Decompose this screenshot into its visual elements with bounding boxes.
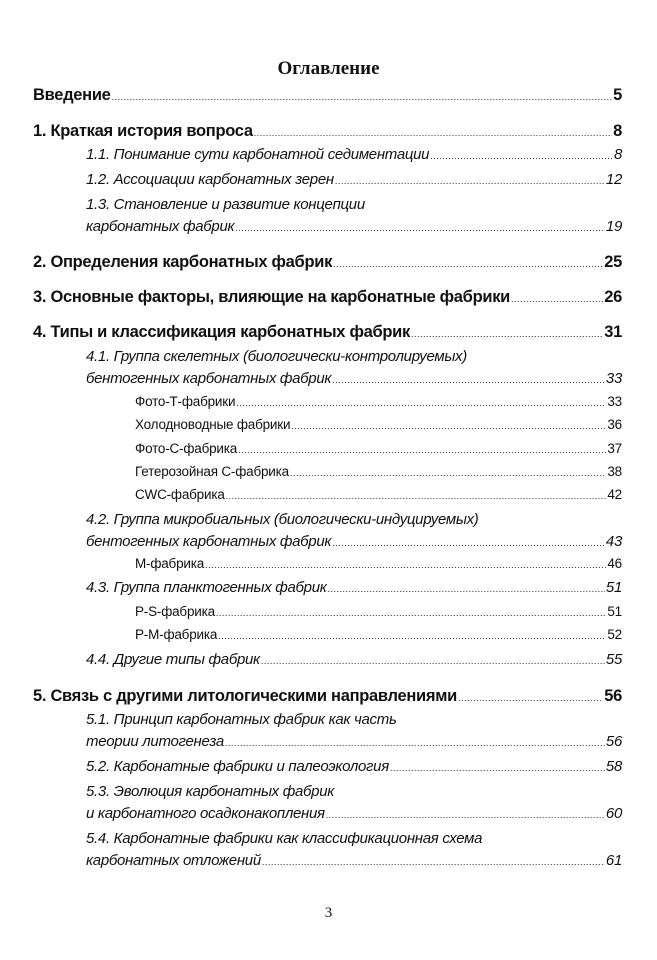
dot-leader [112,84,613,108]
dot-leader [225,731,605,754]
toc-page-number: 52 [607,627,622,642]
toc-entry-title: и карбонатного осадконакопления [86,805,325,822]
toc-page-number: 31 [604,323,622,341]
toc-entry-title-line: 4.1. Группа скелетных (биологически-контролируемых) [86,348,467,365]
toc-entry[interactable] [135,553,622,576]
toc-entry[interactable] [86,577,622,600]
toc-entry[interactable] [135,438,622,461]
toc-entry[interactable] [33,685,622,709]
toc-entry-title: теории литогенеза [86,733,224,750]
dot-leader [254,120,612,144]
toc-entry-title: 5. Связь с другими литологическими направлениями [33,687,457,705]
dot-leader [238,438,606,461]
toc-entry-title: 3. Основные факторы, влияющие на карбонатные фабрики [33,288,510,306]
toc-entry[interactable] [33,251,622,275]
toc-page-number: 37 [607,441,622,456]
toc-entry[interactable] [135,414,622,437]
toc-entry-title: бентогенных карбонатных фабрик [86,533,332,550]
toc-entry-title: 2. Определения карбонатных фабрик [33,253,333,271]
toc-entry-title: 1. Краткая история вопроса [33,122,253,140]
toc-page-number: 58 [605,758,622,775]
toc-entry-title: P-M-фабрика [135,627,218,642]
toc-page-number: 12 [605,171,622,188]
toc-entry[interactable] [33,84,622,108]
toc-page-number: 51 [605,579,622,596]
toc-entry-title: 4.4. Другие типы фабрик [86,651,260,668]
dot-leader [411,321,603,345]
toc-page-number: 5 [613,86,622,104]
toc-page-number: 51 [607,604,622,619]
toc-entry-title-line: 5.3. Эволюция карбонатных фабрик [86,783,335,800]
toc-entry[interactable] [86,709,622,754]
dot-leader [291,414,606,437]
toc-entry[interactable] [33,286,622,310]
dot-leader [226,484,607,507]
toc-page-number: 46 [607,556,622,571]
toc-entry[interactable] [86,169,622,192]
dot-leader [332,368,605,391]
dot-leader [333,251,603,275]
toc-entry-title-line: 1.3. Становление и развитие концепции [86,196,365,213]
toc-page-number: 36 [607,417,622,432]
toc-page-number: 61 [605,852,622,869]
toc-entry-title: 4.3. Группа планктогенных фабрик [86,579,327,596]
dot-leader [332,531,605,554]
toc-page-number: 8 [613,122,622,140]
toc-entry[interactable] [86,781,622,826]
toc-entry[interactable] [135,624,622,647]
toc-entry-title: М-фабрика [135,556,205,571]
toc-entry-title: Гетерозойная С-фабрика [135,464,289,479]
toc-page-number: 42 [607,487,622,502]
toc-page-number: 38 [607,464,622,479]
toc-entry-title: 1.2. Ассоциации карбонатных зерен [86,171,334,188]
dot-leader [236,391,606,414]
dot-leader [290,461,606,484]
dot-leader [262,850,605,873]
dot-leader [261,649,605,672]
dot-leader [430,144,613,167]
toc-page-number: 56 [605,733,622,750]
toc-entry[interactable] [86,649,622,672]
toc-entry-title: 4. Типы и классификация карбонатных фабрик [33,323,410,341]
toc-page-number: 33 [605,370,622,387]
toc-entry-title: 1.1. Понимание сути карбонатной седиментации [86,146,430,163]
toc-page-number: 60 [605,805,622,822]
toc-entry-title: Введение [33,86,111,104]
toc-entry[interactable] [135,484,622,507]
toc-entry-title: карбонатных фабрик [86,218,235,235]
toc-entry[interactable] [135,391,622,414]
toc-entry-title-line: 5.4. Карбонатные фабрики как классификационная схема [86,830,483,847]
toc-entry[interactable] [135,461,622,484]
toc-page-number: 33 [607,394,622,409]
toc-entry-title-line: 5.1. Принцип карбонатных фабрик как часть [86,711,397,728]
toc-page-number: 19 [605,218,622,235]
toc-entry-title: Холодноводные фабрики [135,417,291,432]
dot-leader [458,685,603,709]
dot-leader [328,577,605,600]
dot-leader [326,803,605,826]
toc-entry[interactable] [86,144,622,167]
toc-entry-title: бентогенных карбонатных фабрик [86,370,332,387]
toc-page-number: 25 [604,253,622,271]
dot-leader [335,169,605,192]
toc-page-number: 8 [613,146,622,163]
toc-entry-title: 5.2. Карбонатные фабрики и палеоэкология [86,758,389,775]
toc-title: Оглавление [277,58,380,79]
toc-entry-title: P-S-фабрика [135,604,215,619]
toc-entry[interactable] [86,509,622,554]
toc-entry[interactable] [135,601,622,624]
toc-entry-title: карбонатных отложений [86,852,261,869]
dot-leader [511,286,603,310]
dot-leader [218,624,606,647]
toc-entry[interactable] [33,321,622,345]
page-number: 3 [324,905,333,921]
toc-entry-title-line: 4.2. Группа микробиальных (биологически-индуцируемых) [86,511,479,528]
toc-entry[interactable] [86,828,622,873]
toc-entry[interactable] [86,346,622,391]
toc-page-number: 56 [604,687,622,705]
toc-entry-title: Фото-Т-фабрики [135,394,236,409]
toc-entry[interactable] [86,756,622,779]
toc-entry[interactable] [33,120,622,144]
toc-entry[interactable] [86,194,622,239]
toc-entry-title: CWC-фабрика [135,487,225,502]
toc-page-number: 26 [604,288,622,306]
dot-leader [216,601,606,624]
dot-leader [235,216,605,239]
toc-entry-title: Фото-С-фабрика [135,441,238,456]
toc-page-number: 55 [605,651,622,668]
toc-page-number: 43 [605,533,622,550]
dot-leader [205,553,606,576]
dot-leader [390,756,605,779]
